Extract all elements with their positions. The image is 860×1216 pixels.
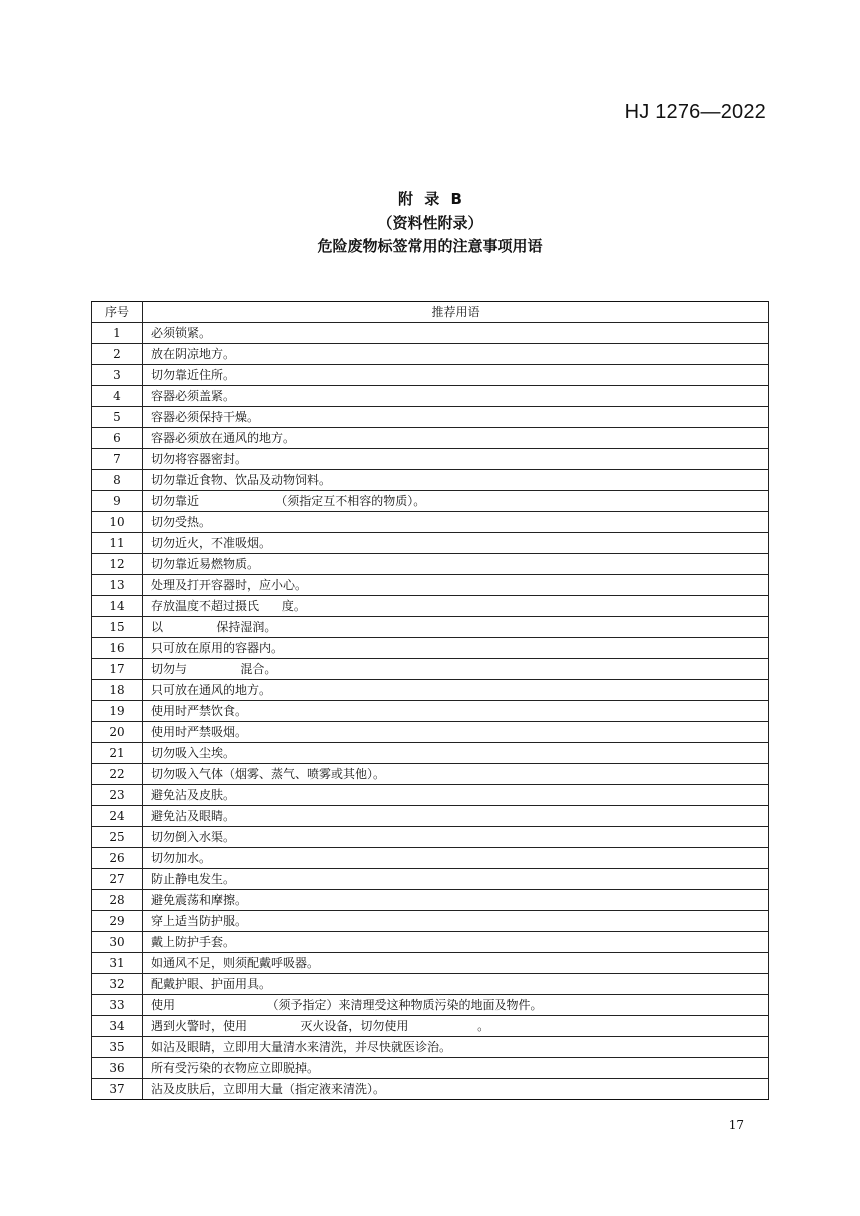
row-phrase: 容器必须放在通风的地方。 [143,428,769,449]
row-phrase: 穿上适当防护服。 [143,911,769,932]
row-number: 36 [92,1058,143,1079]
row-number: 31 [92,953,143,974]
row-number: 20 [92,722,143,743]
row-number: 34 [92,1016,143,1037]
row-phrase: 只可放在通风的地方。 [143,680,769,701]
table-row [92,1016,769,1037]
row-number: 17 [92,659,143,680]
row-phrase: 切勿吸入尘埃。 [143,743,769,764]
row-phrase: 只可放在原用的容器内。 [143,638,769,659]
row-number: 23 [92,785,143,806]
row-phrase: 以 保持湿润。 [143,617,769,638]
annex-nature: （资料性附录） [377,214,483,232]
row-phrase: 切勿与 混合。 [143,659,769,680]
row-phrase: 防止静电发生。 [143,869,769,890]
row-phrase: 切勿倒入水渠。 [143,827,769,848]
annex-title: 危险废物标签常用的注意事项用语 [317,237,543,255]
table-row [92,1058,769,1079]
table-row [92,659,769,680]
row-number: 5 [92,407,143,428]
column-header-number: 序号 [92,302,143,323]
row-number: 19 [92,701,143,722]
table-row [92,638,769,659]
row-phrase: 遇到火警时，使用 灭火设备，切勿使用 。 [143,1016,769,1037]
table-row [92,1079,769,1100]
row-number: 22 [92,764,143,785]
table-row [92,449,769,470]
row-number: 3 [92,365,143,386]
row-number: 1 [92,323,143,344]
row-number: 16 [92,638,143,659]
row-number: 11 [92,533,143,554]
row-number: 2 [92,344,143,365]
row-phrase: 切勿靠近 （须指定互不相容的物质）。 [143,491,769,512]
row-number: 10 [92,512,143,533]
row-number: 6 [92,428,143,449]
row-phrase: 切勿受热。 [143,512,769,533]
table-row [92,911,769,932]
row-phrase: 切勿加水。 [143,848,769,869]
table-row [92,512,769,533]
table-row [92,764,769,785]
standard-code: HJ 1276—2022 [624,101,766,123]
row-number: 26 [92,848,143,869]
table-row [92,743,769,764]
row-phrase: 避免沾及皮肤。 [143,785,769,806]
row-phrase: 切勿靠近易燃物质。 [143,554,769,575]
row-number: 30 [92,932,143,953]
row-phrase: 切勿将容器密封。 [143,449,769,470]
row-number: 25 [92,827,143,848]
row-phrase: 所有受污染的衣物应立即脱掉。 [143,1058,769,1079]
table-row [92,1037,769,1058]
table-row [92,785,769,806]
row-number: 32 [92,974,143,995]
row-phrase: 使用 （须予指定）来清理受这种物质污染的地面及物件。 [143,995,769,1016]
table-row [92,722,769,743]
table-row [92,470,769,491]
row-number: 37 [92,1079,143,1100]
row-number: 29 [92,911,143,932]
table-row [92,596,769,617]
row-number: 8 [92,470,143,491]
row-phrase: 如沾及眼睛，立即用大量清水来清洗，并尽快就医诊治。 [143,1037,769,1058]
table-row [92,344,769,365]
table-header-row [92,302,769,323]
table-row [92,701,769,722]
table-row [92,953,769,974]
row-number: 14 [92,596,143,617]
row-phrase: 沾及皮肤后，立即用大量（指定液来清洗）。 [143,1079,769,1100]
table-row [92,932,769,953]
table-row [92,554,769,575]
row-phrase: 处理及打开容器时，应小心。 [143,575,769,596]
row-phrase: 放在阴凉地方。 [143,344,769,365]
row-phrase: 配戴护眼、护面用具。 [143,974,769,995]
page-number: 17 [728,1118,744,1132]
table-row [92,827,769,848]
row-phrase: 避免沾及眼睛。 [143,806,769,827]
table-row [92,680,769,701]
row-number: 12 [92,554,143,575]
table-row [92,533,769,554]
row-phrase: 存放温度不超过摄氏 度。 [143,596,769,617]
row-number: 15 [92,617,143,638]
row-phrase: 如通风不足，则须配戴呼吸器。 [143,953,769,974]
row-number: 28 [92,890,143,911]
table-row [92,617,769,638]
row-number: 24 [92,806,143,827]
table-row [92,365,769,386]
row-phrase: 容器必须保持干燥。 [143,407,769,428]
precaution-phrases-table [91,301,769,1100]
annex-label: 附 录 B [398,190,462,208]
table-row [92,575,769,596]
column-header-phrase: 推荐用语 [143,302,769,323]
table-row [92,995,769,1016]
row-number: 13 [92,575,143,596]
row-phrase: 避免震荡和摩擦。 [143,890,769,911]
table-row [92,869,769,890]
table-row [92,806,769,827]
row-phrase: 切勿近火，不准吸烟。 [143,533,769,554]
row-number: 4 [92,386,143,407]
row-number: 33 [92,995,143,1016]
row-number: 21 [92,743,143,764]
row-phrase: 使用时严禁饮食。 [143,701,769,722]
row-number: 35 [92,1037,143,1058]
table-row [92,491,769,512]
row-phrase: 切勿靠近住所。 [143,365,769,386]
table-row [92,386,769,407]
row-number: 18 [92,680,143,701]
row-number: 7 [92,449,143,470]
table-row [92,890,769,911]
row-phrase: 必须锁紧。 [143,323,769,344]
row-number: 9 [92,491,143,512]
table-row [92,428,769,449]
row-phrase: 切勿吸入气体（烟雾、蒸气、喷雾或其他）。 [143,764,769,785]
row-phrase: 容器必须盖紧。 [143,386,769,407]
table-row [92,974,769,995]
table-row [92,848,769,869]
row-phrase: 切勿靠近食物、饮品及动物饲料。 [143,470,769,491]
row-phrase: 戴上防护手套。 [143,932,769,953]
row-number: 27 [92,869,143,890]
table-row [92,323,769,344]
table-row [92,407,769,428]
row-phrase: 使用时严禁吸烟。 [143,722,769,743]
